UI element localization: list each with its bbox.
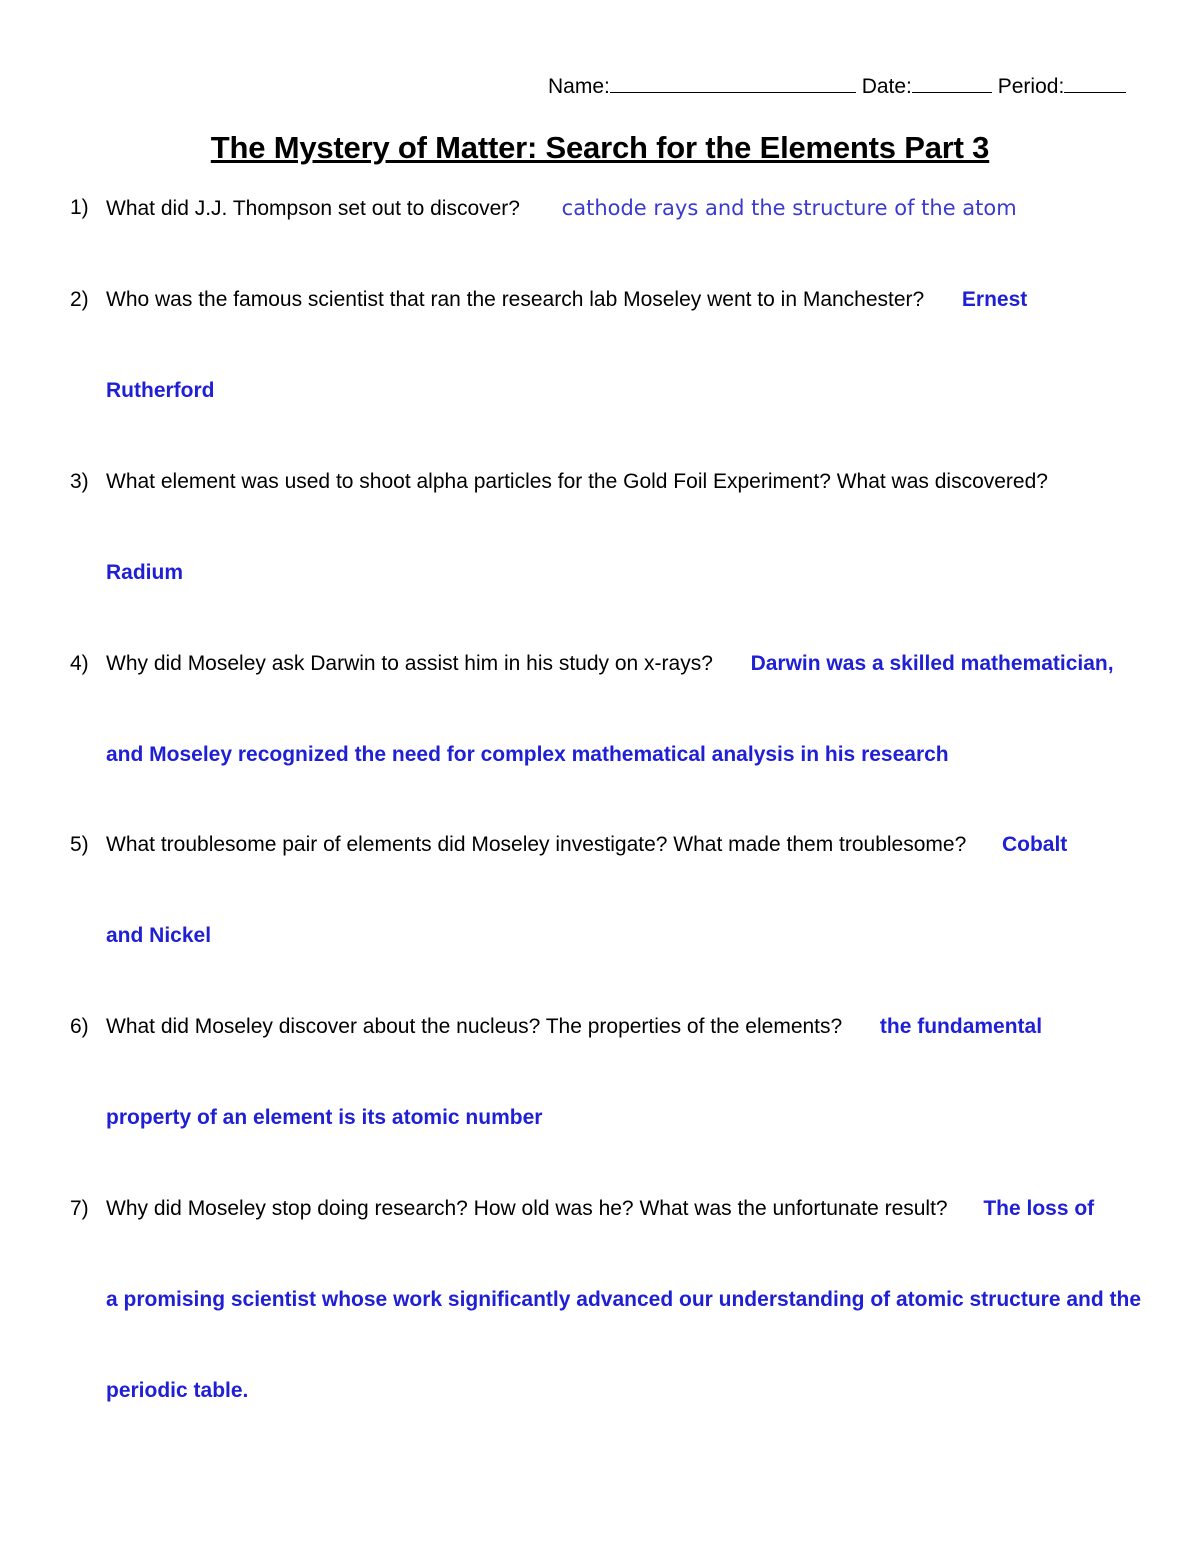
date-blank[interactable]: [912, 72, 992, 93]
period-label: Period:: [997, 75, 1065, 98]
question-line: [106, 831, 1067, 859]
question-line: [106, 194, 1017, 223]
answer-text: Cobalt: [1001, 833, 1068, 856]
question-text: What did J.J. Thompson set out to discover?: [106, 197, 520, 220]
question-number: 3): [70, 470, 89, 493]
answer-continuation: property of an element is its atomic number: [106, 1106, 543, 1129]
question-line: [106, 286, 1027, 314]
question-line: [106, 1013, 1042, 1041]
name-blank[interactable]: [610, 72, 856, 93]
answer-continuation: a promising scientist whose work significantly advanced our understanding of atomic structure and the: [106, 1288, 1142, 1311]
page-title: The Mystery of Matter: Search for the Elements Part 3: [210, 130, 990, 165]
student-info-header: [548, 72, 1126, 101]
name-label: Name:: [548, 75, 610, 98]
answer-text: Ernest: [961, 288, 1028, 311]
answer-text: The loss of: [983, 1197, 1095, 1220]
answer-continuation: and Nickel: [106, 924, 212, 947]
question-text: What did Moseley discover about the nucleus? The properties of the elements?: [106, 1015, 843, 1038]
answer-continuation: Rutherford: [106, 379, 215, 402]
question-text: Why did Moseley stop doing research? How old was he? What was the unfortunate result?: [106, 1197, 948, 1220]
answer-text: Radium: [106, 561, 184, 584]
question-number: 5): [70, 833, 89, 856]
question-number: 1): [70, 196, 89, 219]
date-label: Date:: [861, 75, 912, 98]
answer-continuation: and Moseley recognized the need for complex mathematical analysis in his research: [106, 743, 949, 766]
question-text: Who was the famous scientist that ran the research lab Moseley went to in Manchester?: [106, 288, 925, 311]
question-text: What troublesome pair of elements did Moseley investigate? What made them troublesome?: [106, 833, 967, 856]
question-number: 2): [70, 288, 89, 311]
question-number: 7): [70, 1197, 89, 1220]
question-line: [106, 650, 1114, 678]
question-number: 4): [70, 652, 89, 675]
question-number: 6): [70, 1015, 89, 1038]
question-text: What element was used to shoot alpha particles for the Gold Foil Experiment? What was discovered?: [106, 470, 1048, 493]
period-blank[interactable]: [1064, 72, 1126, 93]
answer-continuation: periodic table.: [106, 1379, 249, 1402]
answer-text: the fundamental: [879, 1015, 1043, 1038]
question-line: [106, 1195, 1094, 1223]
answer-text: cathode rays and the structure of the atom: [561, 196, 1017, 220]
answer-text: Darwin was a skilled mathematician,: [750, 652, 1114, 675]
question-text: Why did Moseley ask Darwin to assist him in his study on x-rays?: [106, 652, 713, 675]
